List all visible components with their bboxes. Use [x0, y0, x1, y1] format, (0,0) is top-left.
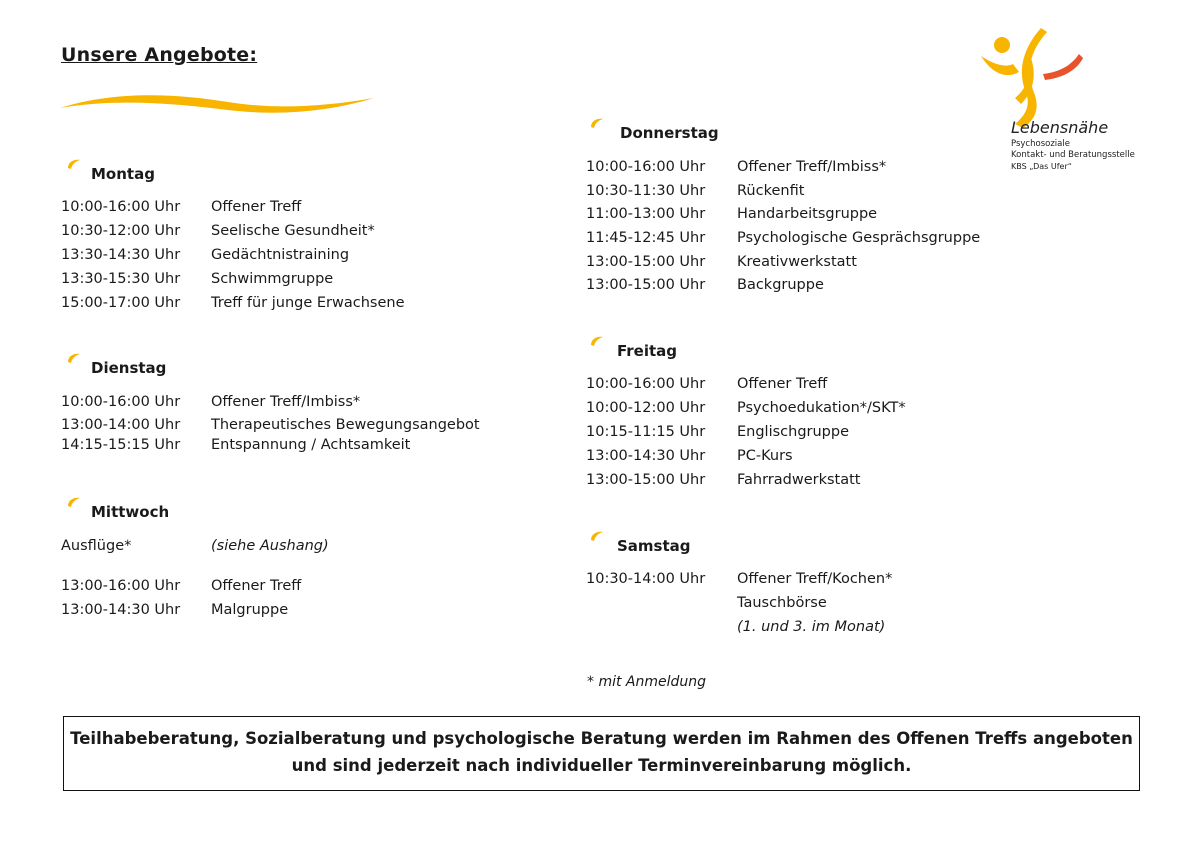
schedule-row [586, 183, 1006, 207]
activity: Tauschbörse [737, 595, 827, 611]
schedule-row [586, 376, 1006, 400]
schedule-row [61, 199, 521, 223]
activity: Offener Treff/Imbiss* [737, 159, 887, 175]
schedule-donnerstag [586, 159, 1006, 301]
day-heading-donnerstag: Donnerstag [620, 124, 719, 142]
schedule-row [586, 254, 1006, 278]
activity: Therapeutisches Bewegungsangebot [211, 417, 480, 433]
time: 13:30-15:30 Uhr [61, 271, 181, 287]
schedule-row [586, 230, 1006, 254]
info-box-line1: Teilhabeberatung, Sozialberatung und psychologische Beratung werden im Rahmen des Offenen Treffs angeboten [70, 729, 1133, 748]
activity: Entspannung / Achtsamkeit [211, 437, 411, 453]
leaf-icon [66, 496, 82, 508]
logo-kbs: KBS „Das Ufer“ [1011, 162, 1072, 171]
schedule-row [586, 206, 1006, 230]
time: 13:30-14:30 Uhr [61, 247, 181, 263]
footnote: * mit Anmeldung [587, 674, 707, 690]
activity: Offener Treff/Kochen* [737, 571, 893, 587]
time: 10:00-16:00 Uhr [61, 394, 181, 410]
leaf-icon [589, 530, 605, 542]
info-box-line2: und sind jederzeit nach individueller Terminvereinbarung möglich. [291, 756, 912, 775]
time: 13:00-15:00 Uhr [586, 471, 706, 488]
time: 13:00-15:00 Uhr [586, 277, 706, 294]
leaf-icon [66, 158, 82, 170]
schedule-row [61, 602, 521, 626]
schedule-dienstag [61, 394, 531, 457]
schedule-row [61, 223, 521, 247]
activity: Englischgruppe [737, 423, 850, 440]
time: 15:00-17:00 Uhr [61, 295, 181, 311]
day-heading-samstag: Samstag [617, 537, 691, 555]
excursion-row [61, 538, 521, 562]
schedule-row [61, 271, 521, 295]
time: 10:15-11:15 Uhr [586, 423, 706, 440]
schedule-samstag [586, 571, 1006, 643]
activity: Backgruppe [737, 277, 824, 294]
time: 11:00-13:00 Uhr [586, 206, 706, 223]
schedule-row [61, 578, 521, 602]
leaf-icon [589, 335, 605, 347]
time: 10:30-14:00 Uhr [586, 571, 706, 587]
activity: Offener Treff [211, 199, 302, 215]
activity: Kreativwerkstatt [737, 253, 857, 270]
activity: Treff für junge Erwachsene [211, 295, 405, 311]
logo-figure-icon [975, 28, 1095, 128]
activity: Malgruppe [211, 602, 289, 618]
activity: Schwimmgruppe [211, 271, 334, 287]
logo-subtitle [1011, 139, 1135, 160]
schedule-row [586, 571, 1006, 595]
info-box [63, 716, 1140, 791]
time: 10:00-16:00 Uhr [61, 199, 181, 215]
day-heading-montag: Montag [91, 165, 155, 183]
logo-name: Lebensnähe [1011, 118, 1109, 137]
schedule-row [586, 472, 1006, 496]
time: 13:00-14:00 Uhr [61, 417, 181, 433]
logo [975, 28, 1155, 178]
leaf-icon [589, 117, 605, 129]
day-heading-dienstag: Dienstag [91, 359, 167, 377]
activity: Offener Treff [211, 578, 302, 594]
activity: Handarbeitsgruppe [737, 206, 878, 223]
activity: PC-Kurs [737, 447, 793, 464]
page-title: Unsere Angebote: [61, 44, 258, 66]
time: 13:00-15:00 Uhr [586, 253, 706, 270]
time: 10:30-12:00 Uhr [61, 223, 181, 239]
time: 10:00-16:00 Uhr [586, 376, 706, 392]
time: 10:00-12:00 Uhr [586, 399, 706, 416]
excursion-label: Ausflüge* [61, 538, 132, 554]
activity: Offener Treff/Imbiss* [211, 394, 361, 410]
activity: Offener Treff [737, 376, 828, 392]
activity-note: (1. und 3. im Monat) [737, 619, 886, 635]
excursion-note: (siehe Aushang) [211, 538, 329, 554]
logo-subtitle-line1: Psychosoziale [1011, 139, 1070, 149]
schedule-freitag [586, 376, 1006, 495]
time: 13:00-14:30 Uhr [586, 447, 706, 464]
time: 10:30-11:30 Uhr [586, 182, 706, 199]
activity: Rückenfit [737, 182, 805, 199]
schedule-row [61, 295, 521, 319]
activity: Gedächtnistraining [211, 247, 350, 263]
schedule-row [586, 619, 1006, 643]
schedule-montag [61, 199, 521, 319]
schedule-mittwoch [61, 578, 521, 626]
activity: Psychoedukation*/SKT* [737, 399, 906, 416]
schedule-row [586, 595, 1006, 619]
time: 10:00-16:00 Uhr [586, 159, 706, 175]
logo-subtitle-line2: Kontakt- und Beratungsstelle [1011, 149, 1135, 160]
time: 13:00-16:00 Uhr [61, 578, 181, 594]
schedule-row [61, 394, 531, 417]
time: 11:45-12:45 Uhr [586, 230, 706, 247]
day-heading-freitag: Freitag [617, 342, 678, 360]
schedule-row [586, 400, 1006, 424]
leaf-icon [66, 352, 82, 364]
schedule-row [586, 424, 1006, 448]
schedule-row [61, 247, 521, 271]
schedule-row [586, 159, 1006, 183]
activity: Fahrradwerkstatt [737, 471, 861, 488]
decorative-swoosh [58, 88, 378, 118]
time: 14:15-15:15 Uhr [61, 437, 181, 453]
activity: Seelische Gesundheit* [211, 223, 375, 239]
schedule-row [586, 448, 1006, 472]
time: 13:00-14:30 Uhr [61, 602, 181, 618]
activity: Psychologische Gesprächsgruppe [737, 230, 981, 247]
schedule-row [61, 417, 531, 437]
schedule-row [586, 277, 1006, 301]
schedule-row [61, 437, 531, 457]
day-heading-mittwoch: Mittwoch [91, 503, 170, 521]
